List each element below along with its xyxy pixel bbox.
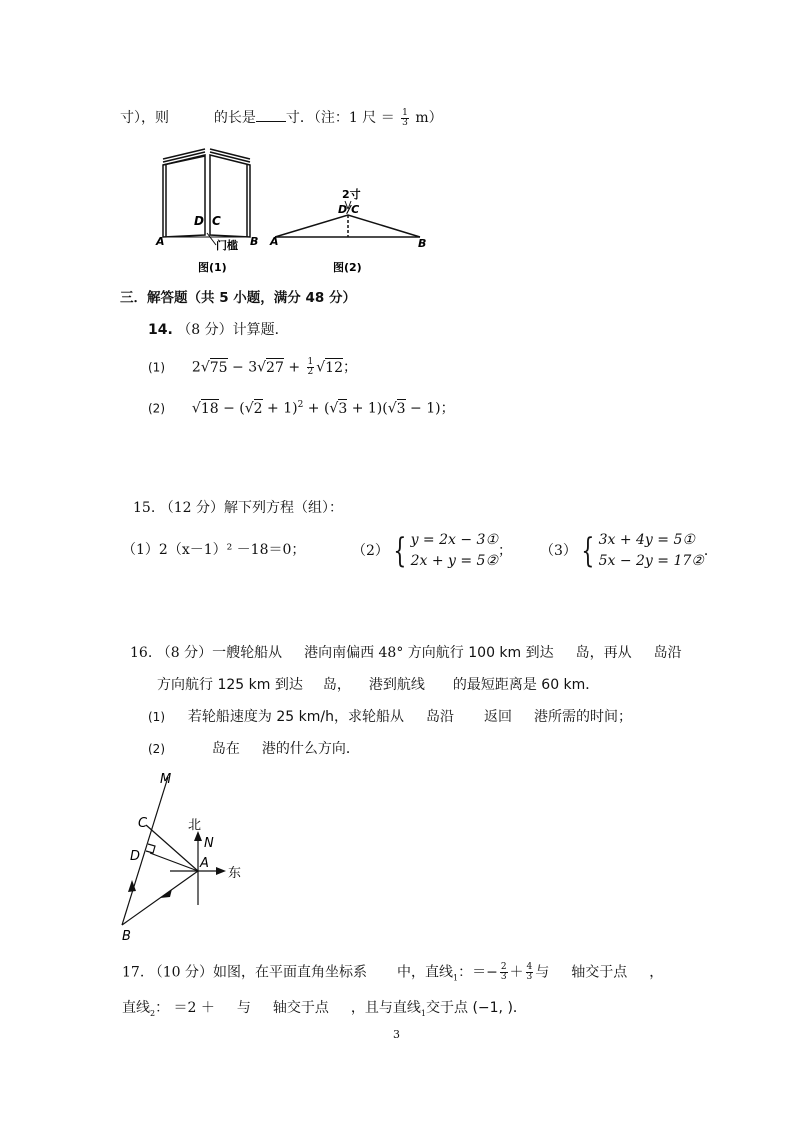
fig2-label-DC: D/C xyxy=(338,203,360,216)
top-text-4: m） xyxy=(415,110,443,126)
q16-fig-M: M xyxy=(160,772,172,787)
page-number: 3 xyxy=(393,1028,400,1041)
top-text-1: 寸），则 xyxy=(120,110,169,126)
q14-text: （8 分）计算题． xyxy=(177,322,289,338)
q15-p2-system: y = 2x − 3① 2x + y = 5② xyxy=(410,532,498,569)
q14-p1-label: (1) xyxy=(148,360,165,375)
fig1-label-A: A xyxy=(156,235,165,248)
q16-fig-east: 东 xyxy=(228,866,242,881)
figure-1-doors xyxy=(163,149,250,245)
q15-p2-brace: { xyxy=(393,531,407,571)
fig2-label-2cun: 2寸 xyxy=(342,188,361,201)
fig1-label-D: D xyxy=(194,214,204,228)
q14-part1: (1) 2√75 − 3√27 + $\frac{1}{2}$ √12； xyxy=(148,357,357,377)
q14-stem xyxy=(148,322,289,339)
q14-p1-half: $\frac{1}{2}$ xyxy=(307,357,314,377)
east-arrow xyxy=(216,867,226,875)
q16-fig-N: N xyxy=(204,836,214,851)
fig2-label-B: B xyxy=(418,237,427,250)
q16-fig-C: C xyxy=(138,816,148,831)
q16-part2: (2) 岛在 港的什么方向． xyxy=(148,741,360,757)
q14-part2: (2) $√18 - (√2 + 1)^2 + (√3 + 1)(√3 - 1)$； xyxy=(148,400,455,417)
q15-part1: （1）2（x－1）² －18＝0； xyxy=(122,542,306,558)
section-3-heading: 三．解答题（共 5 小题，满分 48 分） xyxy=(120,290,356,306)
q16-navigation-figure xyxy=(110,765,260,945)
fig1-caption: 图(1) xyxy=(198,261,227,274)
q15-p3-brace: { xyxy=(581,531,595,571)
q17-line2: 直线$_2$： ＝2 ＋ 与 轴交于点 ，且与直线$_1$交于点 (−1, )． xyxy=(122,1000,527,1018)
q16-fig-A: A xyxy=(200,856,209,871)
fig1-label-B: B xyxy=(250,235,259,248)
q14-p2-label: (2) xyxy=(148,401,165,416)
fig2-caption: 图(2) xyxy=(333,261,362,274)
q15-part2: （2） { y = 2x − 3① 2x + y = 5② ； xyxy=(352,531,512,571)
q14-number: 14. xyxy=(148,322,173,338)
top-line xyxy=(120,108,443,128)
fig1-label-threshold: 门槛 xyxy=(216,239,238,252)
top-text-3: 寸．（注：1 尺 ＝ xyxy=(285,110,395,126)
fig2-label-A: A xyxy=(270,235,279,248)
q15-stem: 15. （12 分）解下列方程（组）： xyxy=(133,500,343,516)
q16-line1: 16. （8 分）一艘轮船从 港向南偏西 48° 方向航行 100 km 到达 岛，再从 岛沿 xyxy=(130,645,682,661)
q15-part3: （3） { 3x + 4y = 5① 5x − 2y = 17② ． xyxy=(540,531,718,571)
q17-line1: 17. （10 分）如图，在平面直角坐标系 中，直线$_1$：＝− $\frac{2}{3}$ ＋ $\frac{4}{3}$ 与 轴交于点 ， xyxy=(122,962,664,983)
fraction-one-third: $\frac{1}{3}$ xyxy=(402,107,408,128)
fig1-label-C: C xyxy=(212,214,221,228)
top-text-2: 的长是 xyxy=(213,110,256,126)
q16-fig-B: B xyxy=(122,929,131,944)
q16-fig-north: 北 xyxy=(188,818,202,833)
q16-part1: (1) 若轮船速度为 25 km/h，求轮船从 岛沿 返回 港所需的时间； xyxy=(148,709,632,725)
door-figures xyxy=(150,145,440,275)
q15-p3-system: 3x + 4y = 5① 5x − 2y = 17② xyxy=(598,532,704,569)
q16-fig-D: D xyxy=(130,849,141,864)
answer-blank[interactable] xyxy=(256,108,286,122)
q16-line2: 方向航行 125 km 到达 岛， 港到航线 的最短距离是 60 km． xyxy=(157,677,600,693)
